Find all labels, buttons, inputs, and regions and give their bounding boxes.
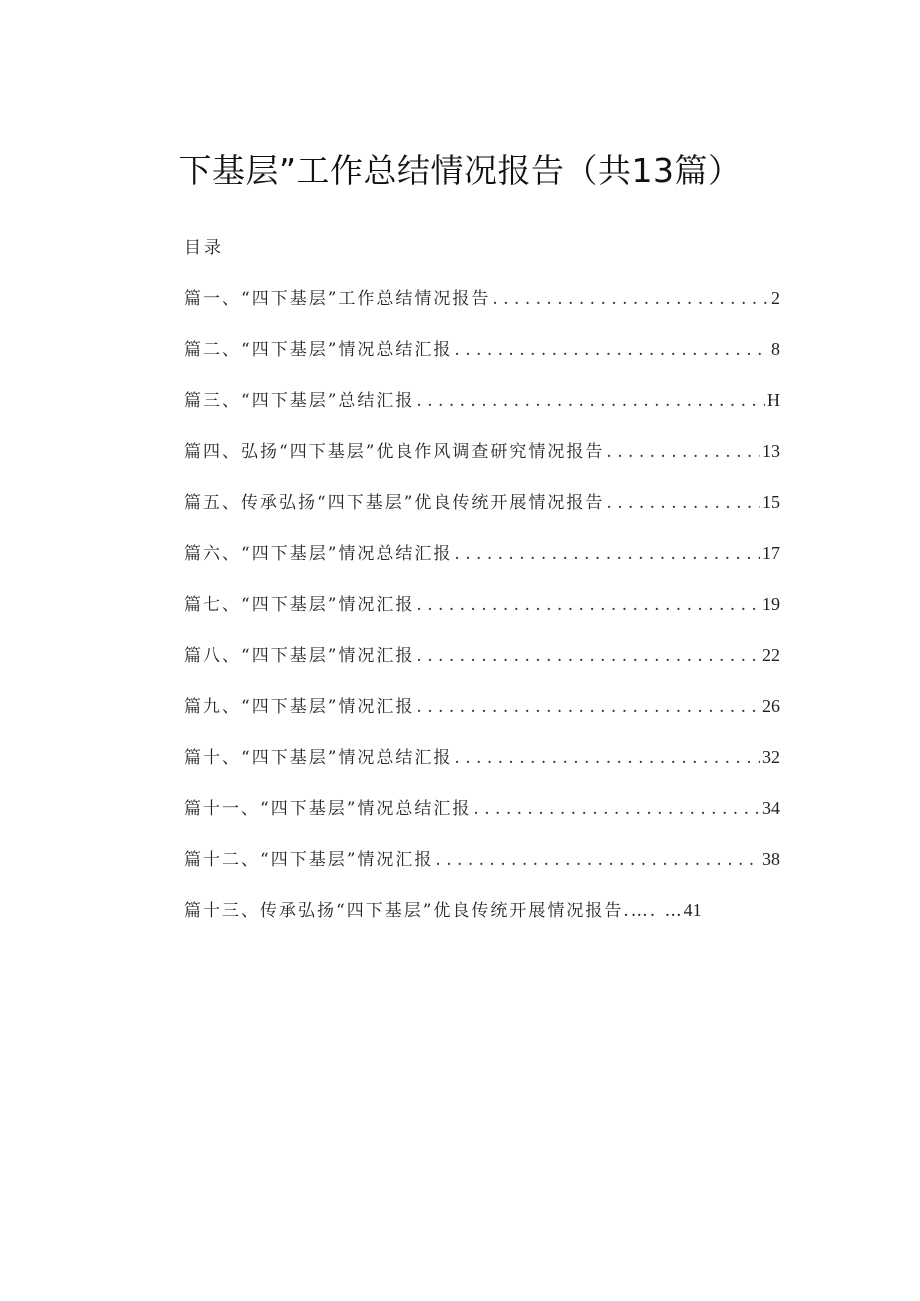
toc-page-number: 22 bbox=[762, 645, 780, 665]
toc-entry-1[interactable] bbox=[184, 284, 780, 335]
toc-dot-leader bbox=[452, 744, 760, 772]
toc-entry-title: 篇五、传承弘扬“四下基层”优良传统开展情况报告 bbox=[184, 493, 605, 513]
toc-dot-leader bbox=[604, 489, 760, 517]
toc-page-number: 32 bbox=[762, 747, 780, 767]
toc-entry-title: 篇一、“四下基层”工作总结情况报告 bbox=[184, 289, 491, 309]
toc-entry-title: 篇九、“四下基层”情况汇报 bbox=[184, 697, 415, 717]
toc-dot-leader bbox=[490, 285, 769, 313]
toc-entry-4[interactable] bbox=[184, 437, 780, 488]
toc-dot-leader bbox=[452, 336, 769, 364]
toc-entry-5[interactable] bbox=[184, 488, 780, 539]
toc-page-number: 2 bbox=[771, 288, 780, 308]
toc-dot-leader bbox=[414, 387, 765, 415]
toc-entry-12[interactable] bbox=[184, 845, 780, 896]
toc-dot-leader bbox=[452, 540, 760, 568]
toc-entry-title: 篇六、“四下基层”情况总结汇报 bbox=[184, 544, 453, 564]
toc-page-number: 38 bbox=[762, 849, 780, 869]
toc-dot-leader bbox=[414, 591, 760, 619]
toc-dot-leader bbox=[433, 846, 760, 874]
toc-page-number: 8 bbox=[771, 339, 780, 359]
toc-page-number: 15 bbox=[762, 492, 780, 512]
document-title: 下基层”工作总结情况报告（共13篇） bbox=[178, 151, 742, 190]
toc-entry-7[interactable] bbox=[184, 590, 780, 641]
toc-entry-11[interactable] bbox=[184, 794, 780, 845]
toc-dot-leader bbox=[414, 642, 760, 670]
toc-dot-leader bbox=[414, 693, 760, 721]
toc-page-number: 17 bbox=[762, 543, 780, 563]
toc-page-number: 13 bbox=[762, 441, 780, 461]
toc-dot-leader bbox=[471, 795, 760, 823]
toc-entry-10[interactable] bbox=[184, 743, 780, 794]
toc-entry-title: 篇三、“四下基层”总结汇报 bbox=[184, 391, 415, 411]
toc-page-number: 26 bbox=[762, 696, 780, 716]
toc-entry-title: 篇四、弘扬“四下基层”优良作风调查研究情况报告 bbox=[184, 442, 605, 462]
toc-entry-title: 篇八、“四下基层”情况汇报 bbox=[184, 646, 415, 666]
toc-entry-6[interactable] bbox=[184, 539, 780, 590]
toc-entry-2[interactable] bbox=[184, 335, 780, 386]
toc-entry-title: 篇十二、“四下基层”情况汇报 bbox=[184, 850, 434, 870]
toc-entry-title: 篇十一、“四下基层”情况总结汇报 bbox=[184, 799, 472, 819]
toc-heading: 目录 bbox=[184, 238, 224, 258]
toc-page-number: 34 bbox=[762, 798, 780, 818]
toc-entry-3[interactable] bbox=[184, 386, 780, 437]
toc-entry-9[interactable] bbox=[184, 692, 780, 743]
toc-entry-13[interactable] bbox=[184, 896, 780, 947]
table-of-contents bbox=[184, 284, 780, 947]
toc-page-number: 19 bbox=[762, 594, 780, 614]
toc-page-number: H bbox=[767, 390, 780, 410]
toc-entry-title: 篇十三、传承弘扬“四下基层”优良传统开展情况报告.…. … bbox=[184, 901, 684, 921]
toc-dot-leader bbox=[604, 438, 760, 466]
toc-entry-title: 篇二、“四下基层”情况总结汇报 bbox=[184, 340, 453, 360]
toc-entry-title: 篇七、“四下基层”情况汇报 bbox=[184, 595, 415, 615]
toc-entry-title: 篇十、“四下基层”情况总结汇报 bbox=[184, 748, 453, 768]
toc-page-number: 41 bbox=[683, 900, 702, 920]
toc-entry-8[interactable] bbox=[184, 641, 780, 692]
